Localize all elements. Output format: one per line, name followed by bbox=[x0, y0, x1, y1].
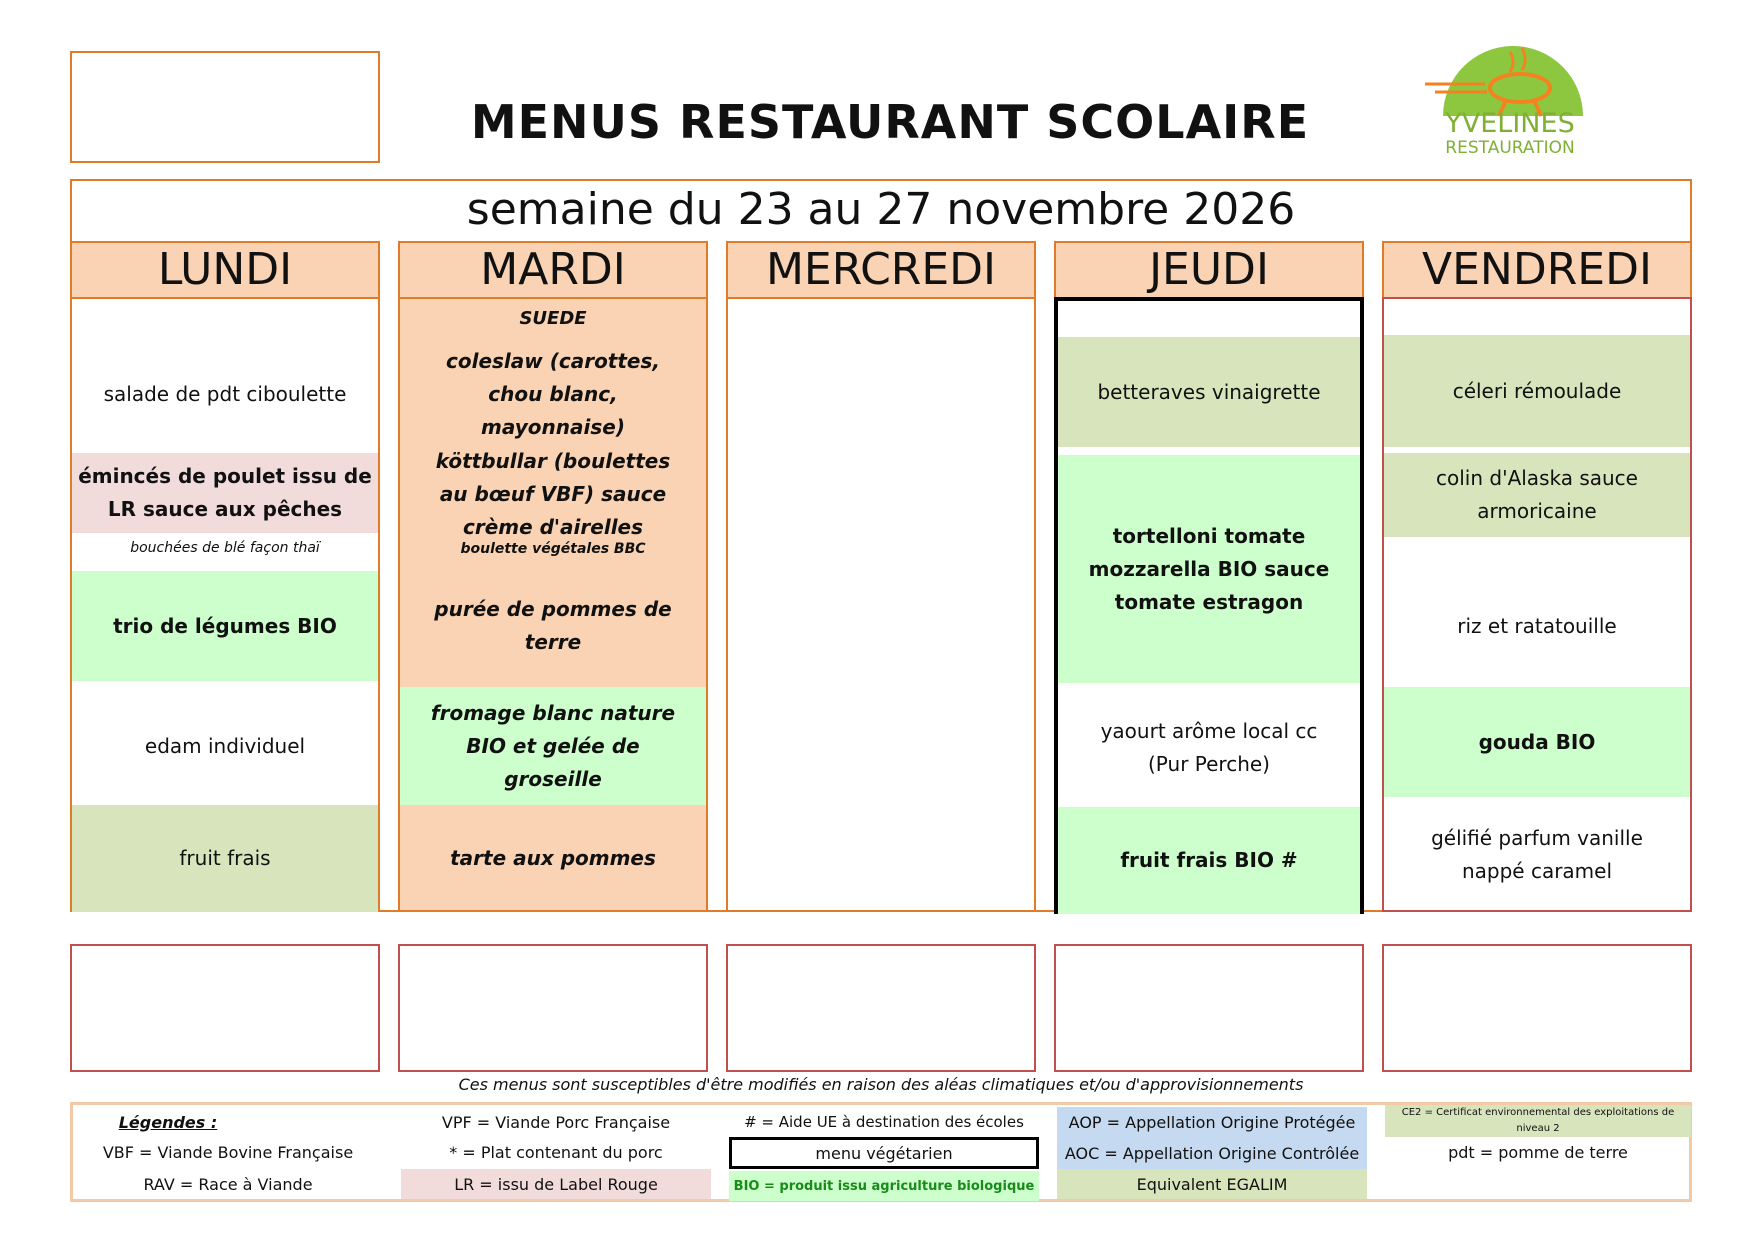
day-column-lundi bbox=[70, 297, 380, 912]
legend-egalim: Equivalent EGALIM bbox=[1057, 1169, 1367, 1199]
legend-aop: AOP = Appellation Origine Protégée bbox=[1057, 1107, 1367, 1137]
menu-fromage: fromage blanc nature BIO et gelée de groseille bbox=[400, 687, 706, 805]
menu-entree: coleslaw (carottes, chou blanc, mayonnaise) bbox=[446, 348, 660, 439]
menu-fromage: edam individuel bbox=[144, 733, 306, 758]
page-title: MENUS RESTAURANT SCOLAIRE bbox=[470, 95, 1310, 149]
week-title: semaine du 23 au 27 novembre 2026 bbox=[466, 184, 1296, 235]
legend-pdt: pdt = pomme de terre bbox=[1448, 1142, 1628, 1162]
note-box-mercredi bbox=[726, 944, 1036, 1072]
menu-fromage: gouda BIO bbox=[1384, 687, 1690, 797]
disclaimer: Ces menus sont susceptibles d'être modifiés en raison des aléas climatiques et/ou d'approvisionnements bbox=[458, 1075, 1304, 1094]
menu-entree: céleri rémoulade bbox=[1384, 335, 1690, 447]
legend-rav: RAV = Race à Viande bbox=[143, 1174, 313, 1194]
menu-dessert: fruit frais bbox=[72, 805, 378, 912]
day-column-jeudi bbox=[1054, 297, 1364, 914]
day-header-mercredi: MERCREDI bbox=[726, 241, 1036, 299]
note-box-mardi bbox=[398, 944, 708, 1072]
legend-box bbox=[70, 1102, 1692, 1202]
menu-plat-alternative: boulette végétales BBC bbox=[460, 541, 646, 557]
menu-dessert: tarte aux pommes bbox=[450, 846, 656, 870]
legend-ce2: CE2 = Certificat environnemental des exploitations de niveau 2 bbox=[1385, 1105, 1691, 1137]
logo-dome-icon bbox=[1425, 38, 1595, 118]
menu-fromage: yaourt arôme local cc (Pur Perche) bbox=[1100, 719, 1318, 776]
menu-accompagnement: trio de légumes BIO bbox=[72, 571, 378, 681]
logo-line1: YVELINES bbox=[1445, 108, 1575, 139]
menu-accompagnement: riz et ratatouille bbox=[1457, 613, 1617, 638]
day-header-vendredi: VENDREDI bbox=[1382, 241, 1692, 299]
menu-accompagnement: purée de pommes de terre bbox=[434, 597, 672, 654]
legend-lr: LR = issu de Label Rouge bbox=[401, 1169, 711, 1199]
menu-plat-alternative: bouchées de blé façon thaï bbox=[130, 540, 320, 556]
legend-bio: BIO = produit issu agriculture biologique bbox=[729, 1171, 1039, 1201]
menu-plat: köttbullar (boulettes au bœuf VBF) sauce crème d'airelles bbox=[435, 448, 671, 539]
menu-plat: émincés de poulet issu de LR sauce aux pêches bbox=[72, 453, 378, 533]
menu-entree: betteraves vinaigrette bbox=[1058, 337, 1360, 447]
note-box-vendredi bbox=[1382, 944, 1692, 1072]
legend-header: Légendes : bbox=[118, 1112, 218, 1132]
day-column-mercredi bbox=[726, 297, 1036, 912]
note-box-jeudi bbox=[1054, 944, 1364, 1072]
yvelines-restauration-logo bbox=[1425, 38, 1595, 156]
day-header-lundi: LUNDI bbox=[70, 241, 380, 299]
legend-vbf: VBF = Viande Bovine Française bbox=[102, 1142, 354, 1162]
menu-dessert: fruit frais BIO # bbox=[1058, 807, 1360, 914]
menu-theme: SUEDE bbox=[519, 307, 587, 329]
day-column-mardi bbox=[398, 297, 708, 912]
day-header-mardi: MARDI bbox=[398, 241, 708, 299]
menu-plat: tortelloni tomate mozzarella BIO sauce tomate estragon bbox=[1058, 455, 1360, 683]
note-box-lundi bbox=[70, 944, 380, 1072]
day-column-vendredi bbox=[1382, 297, 1692, 912]
menu-plat: colin d'Alaska sauce armoricaine bbox=[1384, 453, 1690, 537]
legend-vegetarien: menu végétarien bbox=[729, 1137, 1039, 1169]
legend-aide-ue: # = Aide UE à destination des écoles bbox=[744, 1113, 1024, 1131]
day-header-jeudi: JEUDI bbox=[1054, 241, 1364, 299]
menu-entree: salade de pdt ciboulette bbox=[103, 381, 347, 406]
legend-porc: * = Plat contenant du porc bbox=[449, 1142, 663, 1162]
menu-dessert: gélifié parfum vanille nappé caramel bbox=[1431, 825, 1643, 883]
school-name-box bbox=[70, 51, 380, 163]
legend-vpf: VPF = Viande Porc Française bbox=[441, 1112, 671, 1132]
legend-aoc: AOC = Appellation Origine Contrôlée bbox=[1057, 1137, 1367, 1169]
logo-line2: RESTAURATION bbox=[1445, 138, 1575, 158]
